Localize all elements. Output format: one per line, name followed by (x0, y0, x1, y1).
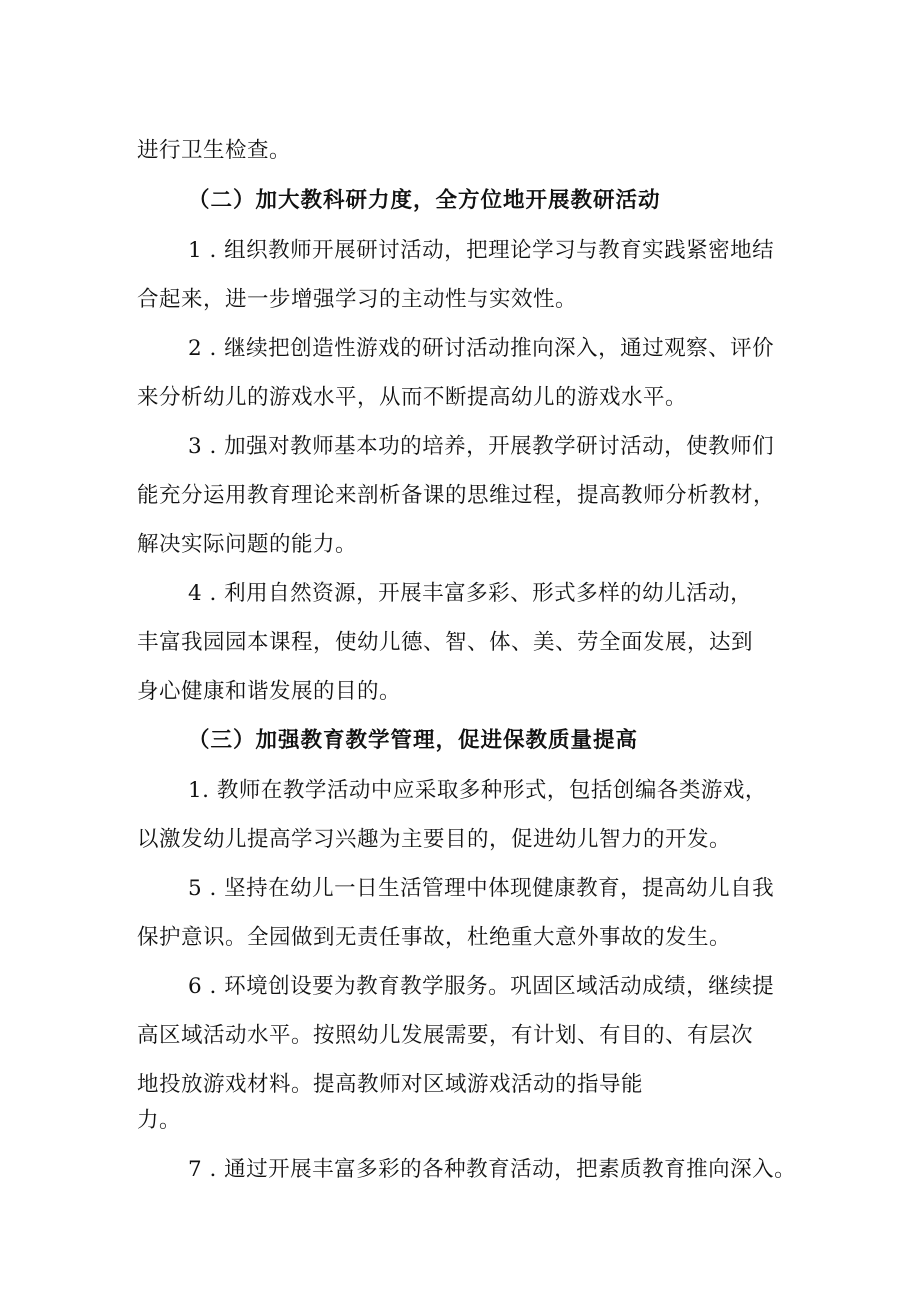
paragraph-line: 合起来，进一步增强学习的主动性与实效性。 (137, 287, 578, 312)
paragraph-line: 解决实际问题的能力。 (137, 532, 358, 557)
paragraph-line: 3 . 加强对教师基本功的培养，开展教学研讨活动，使教师们 (188, 434, 775, 459)
paragraph-line: 地投放游戏材料。提高教师对区域游戏活动的指导能 (137, 1072, 644, 1097)
paragraph-line: 2 . 继续把创造性游戏的研讨活动推向深入，通过观察、评价 (188, 336, 775, 361)
paragraph-line: 进行卫生检查。 (137, 138, 292, 163)
section-heading: （三）加强教育教学管理，促进保教质量提高 (188, 728, 639, 753)
paragraph-line: 1 . 组织教师开展研讨活动，把理论学习与教育实践紧密地结 (188, 238, 775, 263)
paragraph-line: 高区域活动水平。按照幼儿发展需要，有计划、有目的、有层次 (137, 1023, 754, 1048)
paragraph-line: 1. 教师在教学活动中应采取多种形式，包括创编各类游戏， (188, 778, 767, 803)
paragraph-line: 5 . 坚持在幼儿一日生活管理中体现健康教育，提高幼儿自我 (188, 876, 775, 901)
paragraph-line: 保护意识。全园做到无责任事故，杜绝重大意外事故的发生。 (137, 925, 732, 950)
paragraph-line: 来分析幼儿的游戏水平，从而不断提高幼儿的游戏水平。 (137, 385, 688, 410)
section-heading: （二）加大教科研力度，全方位地开展教研活动 (188, 188, 661, 213)
paragraph-line: 力。 (137, 1108, 182, 1133)
paragraph-line: 6 . 环境创设要为教育教学服务。巩固区域活动成绩，继续提 (188, 974, 775, 999)
paragraph-line: 7 . 通过开展丰富多彩的各种教育活动，把素质教育推向深入。 (188, 1157, 797, 1182)
paragraph-line: 丰富我园园本课程，使幼儿德、智、体、美、劳全面发展，达到 (137, 630, 754, 655)
paragraph-line: 4 . 利用自然资源，开展丰富多彩、形式多样的幼儿活动， (188, 581, 753, 606)
paragraph-line: 能充分运用教育理论来剖析备课的思维过程，提高教师分析教材， (137, 483, 776, 508)
paragraph-line: 以激发幼儿提高学习兴趣为主要目的，促进幼儿智力的开发。 (137, 827, 732, 852)
paragraph-line: 身心健康和谐发展的目的。 (137, 679, 402, 704)
